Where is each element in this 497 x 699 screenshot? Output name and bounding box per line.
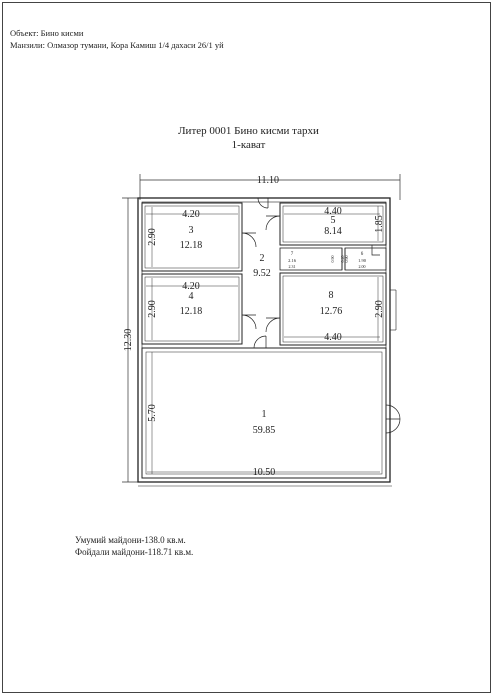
room-4-number: 4	[188, 291, 194, 302]
room-6-number: 6	[360, 252, 364, 257]
total-area: Умумий майдони-138.0 кв.м.	[75, 535, 186, 545]
room-8-number: 8	[328, 290, 334, 301]
small7-bottom-dim: 2.31	[288, 264, 296, 269]
room3-height-dim: 2.90	[147, 228, 158, 246]
room-5-area: 8.14	[324, 226, 342, 237]
floor-label: 1-кават	[231, 139, 266, 151]
room-2-number: 2	[259, 253, 265, 264]
object-line: Объект: Бино кисми	[10, 28, 84, 38]
useful-area: Фойдали майдони-118.71 кв.м.	[75, 547, 194, 557]
room-1-area: 59.85	[252, 425, 276, 436]
window-right	[390, 290, 396, 330]
plan-title: Литер 0001 Бино кисми тархи	[178, 125, 319, 137]
overall-height-label: 12.30	[123, 328, 134, 352]
small-gap-dim: 0.40	[340, 255, 345, 263]
room-7-number: 7	[290, 252, 294, 257]
small6-width-dim: 1.90	[358, 258, 366, 263]
overall-width-label: 11.10	[256, 175, 280, 186]
room-4-area: 12.18	[179, 306, 203, 317]
room-8-area: 12.76	[319, 306, 343, 317]
room4-height-dim: 2.90	[147, 300, 158, 318]
room-3-number: 3	[188, 225, 194, 236]
room5-height-dim: 1.85	[374, 215, 385, 233]
room8-width-dim: 4.40	[324, 332, 342, 343]
room-1-number: 1	[261, 409, 267, 420]
room-3-area: 12.18	[179, 240, 203, 251]
room3-width-dim: 4.20	[182, 209, 200, 220]
small7-width-dim: 2.16	[288, 258, 296, 263]
room-5-number: 5	[330, 215, 336, 226]
room-2-area: 9.52	[253, 268, 271, 279]
address-line: Манзили: Олмазор тумани, Кора Камиш 1/4 дахаси 26/1 уй	[10, 40, 224, 50]
small6-height-dim: 0.90	[344, 255, 349, 263]
room4-width-dim: 4.20	[182, 281, 200, 292]
room1-width-dim: 10.50	[252, 467, 276, 478]
room5-width-dim: 4.40	[324, 206, 342, 217]
room8-height-dim: 2.90	[374, 300, 385, 318]
small7-height-dim: 0.90	[330, 255, 335, 263]
room1-height-dim: 5.70	[147, 404, 158, 422]
small6-bottom-dim: 2.00	[358, 264, 366, 269]
